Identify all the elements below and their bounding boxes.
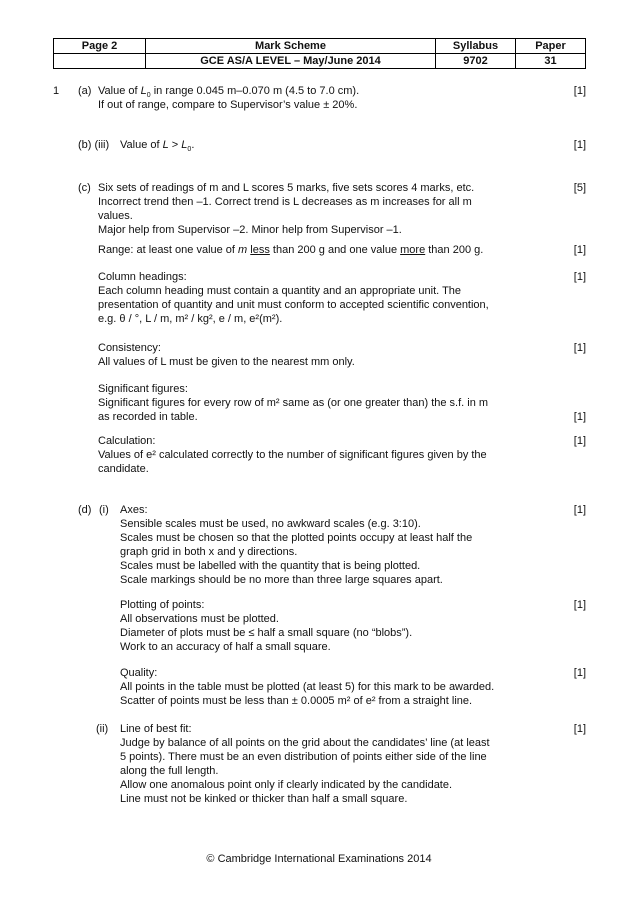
part-c-sig-figs: Significant figures: Significant figures for every row of m² same as (or one greater than) the s.f. in m as recorded in table. bbox=[98, 383, 489, 423]
part-c-consistency: Consistency: All values of L must be given to the nearest mm only. bbox=[98, 342, 355, 368]
part-c-label: (c) bbox=[78, 182, 91, 194]
part-c-readings: Six sets of readings of m and L scores 5 marks, five sets scores 4 marks, etc. Incorrect trend then –1. Correct trend is L decreases as m increases for all m values. Major help from Supervisor –2. Minor help from Supervisor –1. bbox=[98, 182, 475, 236]
part-a-label: (a) bbox=[78, 85, 92, 97]
part-c-calculation-mark: [1] bbox=[573, 435, 586, 447]
part-d-quality: Quality: All points in the table must be plotted (at least 5) for this mark to be awarded. Scatter of points must be less than ± 0.0005 m² of e² from a straight line. bbox=[120, 667, 495, 707]
part-d-axes-mark: [1] bbox=[573, 504, 586, 516]
part-a-mark: [1] bbox=[573, 85, 586, 97]
part-d-plotting-mark: [1] bbox=[573, 599, 586, 611]
part-d-ii-label: (ii) bbox=[96, 723, 109, 735]
header-paper: Paper bbox=[516, 39, 586, 54]
part-c-readings-mark: [5] bbox=[573, 182, 586, 194]
footer-copyright: © Cambridge International Examinations 2014 bbox=[206, 853, 432, 865]
part-b-iii-text: Value of $L > L_0$. bbox=[120, 139, 195, 154]
header-syllabus: Syllabus bbox=[436, 39, 516, 54]
header-paper-number: 31 bbox=[516, 54, 586, 69]
part-d-quality-mark: [1] bbox=[573, 667, 586, 679]
part-c-consistency-mark: [1] bbox=[573, 342, 586, 354]
part-c-sig-figs-mark: [1] bbox=[573, 411, 586, 423]
part-d-line-of-best-fit-mark: [1] bbox=[573, 723, 586, 735]
part-b-iii-mark: [1] bbox=[573, 139, 586, 151]
part-c-range-mark: [1] bbox=[573, 244, 586, 256]
header-mark-scheme: Mark Scheme bbox=[146, 39, 436, 54]
part-b-iii-label: (b) (iii) bbox=[78, 139, 110, 151]
header-exam-title: GCE AS/A LEVEL – May/June 2014 bbox=[146, 54, 436, 69]
question-number: 1 bbox=[53, 85, 60, 97]
part-a-text: Value of $L_0$ in range 0.045 m–0.070 m (4.5 to 7.0 cm). If out of range, compare to Supervisor’s value ± 20%. bbox=[98, 85, 360, 111]
part-c-column-mark: [1] bbox=[573, 271, 586, 283]
part-d-axes: Axes: Sensible scales must be used, no awkward scales (e.g. 3:10). Scales must be chosen so that the plotted points occupy at least half the graph grid in both x and y directions. Scales must be labelled with the quantity that is being plotted. Scale markings should be no more than three large squares apart. bbox=[120, 504, 473, 586]
header-page: Page 2 bbox=[54, 39, 146, 54]
part-d-i-label: (i) bbox=[99, 504, 109, 516]
part-d-line-of-best-fit: Line of best fit: Judge by balance of all points on the grid about the candidates’ line (at least 5 points). There must be an even distribution of points either side of the line along the full length. Allow one anomalous point only if clearly indicated by the candidate. Line must not be kinked or thicker than half a small square. bbox=[120, 723, 490, 805]
header-table bbox=[53, 38, 586, 69]
part-c-range: Range: at least one value of m less than 200 g and one value more than 200 g. bbox=[98, 244, 484, 256]
part-d-plotting: Plotting of points: All observations must be plotted. Diameter of plots must be ≤ half a small square (no “blobs”). Work to an accuracy of half a small square. bbox=[120, 599, 413, 653]
part-c-calculation: Calculation: Values of e² calculated correctly to the number of significant figures given by the candidate. bbox=[98, 435, 487, 475]
part-d-label: (d) bbox=[78, 504, 92, 516]
header-page-value bbox=[54, 54, 146, 69]
header-syllabus-code: 9702 bbox=[436, 54, 516, 69]
part-c-column-headings: Column headings: Each column heading must contain a quantity and an appropriate unit. The presentation of quantity and unit must conform to accepted scientific convention, e.g. θ / °, L / m, m² / kg², e / m, e²(m²). bbox=[98, 271, 489, 325]
